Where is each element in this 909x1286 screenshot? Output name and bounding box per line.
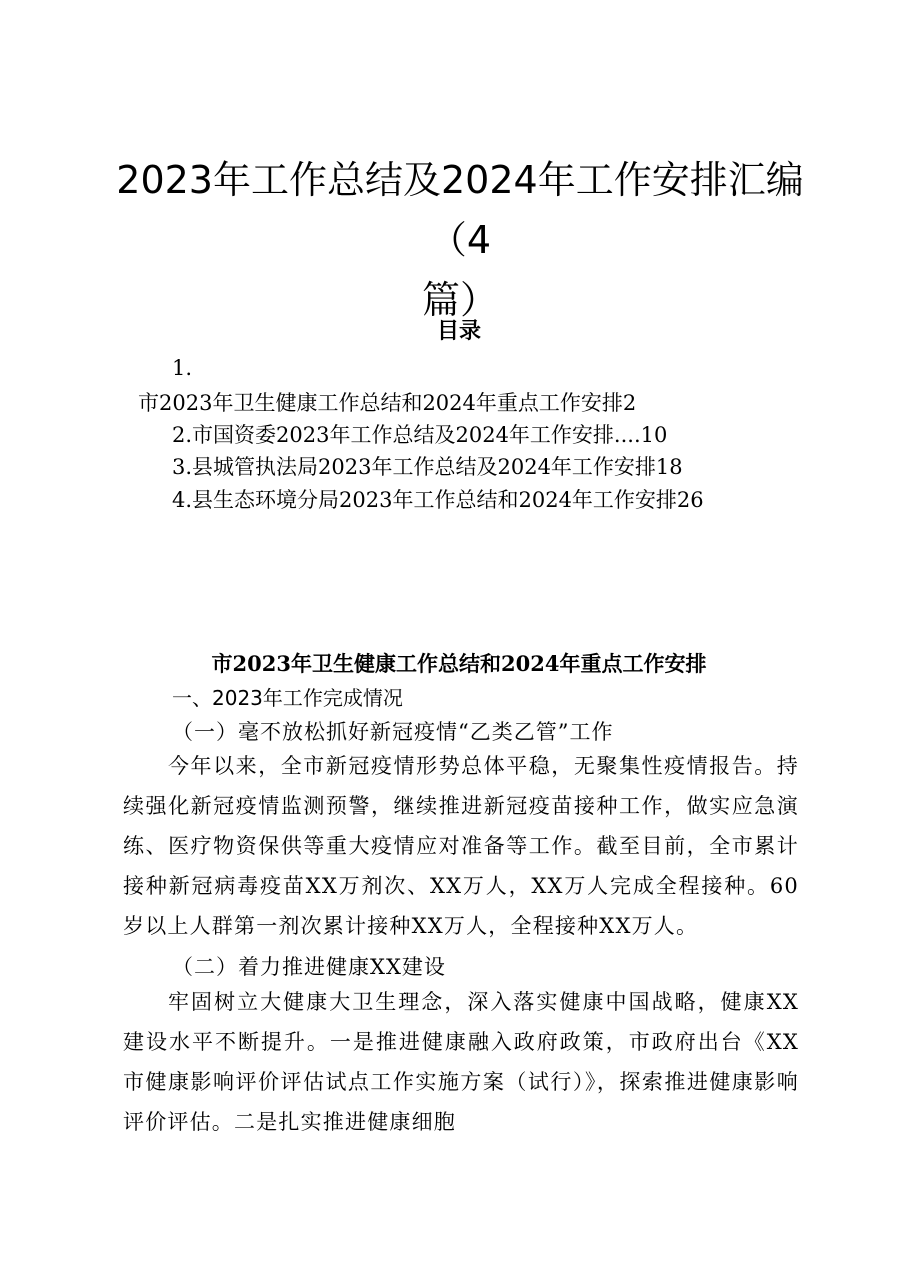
toc-heading: 目录: [436, 318, 481, 344]
document-title-line1: 2023年工作总结及2024年工作安排汇编（4: [116, 158, 804, 262]
toc-item-number: 3.: [172, 455, 193, 479]
subsection-heading-2: （二）着力推进健康XX建设: [172, 955, 446, 979]
toc-item-text: 县生态环境分局2023年工作总结和2024年工作安排26: [192, 488, 704, 512]
section-title: 市2023年卫生健康工作总结和2024年重点工作安排: [211, 651, 707, 676]
toc-item-4[interactable]: [172, 484, 704, 516]
document-title-line2: 篇）: [421, 278, 498, 322]
toc-item-3[interactable]: [172, 451, 683, 483]
toc-item-2[interactable]: [172, 419, 667, 451]
paragraph-2: 牢固树立大健康大卫生理念，深入落实健康中国战略，健康XX建设水平不断提升。一是推进健康融入政府政策，市政府出台《XX市健康影响评价评估试点工作实施方案（试行）》，探索推进健康影响评价评估。二是扎实推进健康细胞: [123, 990, 799, 1134]
toc-item-1-number[interactable]: 1.: [172, 356, 193, 380]
toc-item-number: 4.: [172, 488, 193, 512]
document-title: [110, 150, 810, 330]
toc-item-text: 县城管执法局2023年工作总结及2024年工作安排18: [192, 455, 683, 479]
subsection-heading-1: （一）毫不放松抓好新冠疫情“乙类乙管”工作: [172, 720, 614, 744]
paragraph-1: 今年以来，全市新冠疫情形势总体平稳，无聚集性疫情报告。持续强化新冠疫情监测预警，继续推进新冠疫苗接种工作，做实应急演练、医疗物资保供等重大疫情应对准备等工作。截至目前，全市累计接种新冠病毒疫苗XX万剂次、XX万人，XX万人完成全程接种。60岁以上人群第一剂次累计接种XX万人，全程接种XX万人。: [123, 754, 799, 938]
toc-item-number: 2.: [172, 423, 193, 447]
section-heading-1: 一、2023年工作完成情况: [172, 686, 403, 710]
toc-item-1-text[interactable]: 市2023年卫生健康工作总结和2024年重点工作安排2: [138, 391, 637, 415]
toc-item-text: 市国资委2023年工作总结及2024年工作安排....10: [192, 423, 668, 447]
